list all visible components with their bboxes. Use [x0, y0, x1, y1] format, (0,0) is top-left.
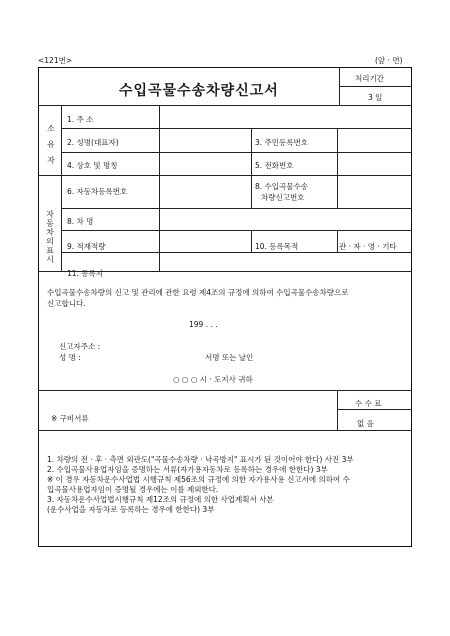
resident-no-label: 3. 주민등록번호: [255, 138, 309, 147]
form-title: 수입곡물수송차량신고서: [119, 83, 279, 99]
address-label: 1. 주 소: [67, 115, 94, 124]
divider: [251, 175, 252, 208]
name-field[interactable]: [160, 129, 250, 151]
divider: [337, 230, 338, 252]
vehicle-reg-no-field[interactable]: [160, 176, 250, 207]
reporter-name-label: 성 명 :: [59, 353, 81, 362]
report-no-label-line1: 8. 수입곡물수송: [255, 182, 309, 191]
vehicle-name-field[interactable]: [160, 209, 410, 229]
garage-label: 11. 등록지: [67, 269, 104, 278]
doc-item: 입곡물사용업자임이 증명될 경우에는 이를 제외한다.: [47, 485, 219, 494]
report-no-label-line2: 차량신고번호: [261, 193, 305, 202]
capacity-field[interactable]: [160, 231, 250, 251]
business-name-label: 4. 상호 및 명칭: [67, 161, 118, 170]
divider: [339, 86, 411, 87]
address-field[interactable]: [160, 106, 410, 127]
signature-label: 서명 또는 날인: [205, 353, 254, 362]
page-side: (앞 · 면): [375, 56, 403, 65]
doc-item: 3. 자동차운수사업법시행규칙 제12조의 규정에 의한 사업계획서 사본: [47, 495, 274, 504]
purpose-label: 10. 등록목적: [255, 242, 299, 251]
garage-field[interactable]: [160, 253, 410, 270]
divider: [39, 271, 411, 272]
vehicle-name-label: 8. 차 명: [67, 217, 94, 226]
phone-label: 5. 전화번호: [255, 161, 294, 170]
divider: [39, 390, 411, 391]
divider: [337, 390, 338, 430]
processing-period-label: 처리기간: [355, 74, 384, 83]
doc-item: (운수사업을 자동차로 등록하는 경우에 한한다) 3부: [47, 505, 215, 514]
purpose-options[interactable]: 관 · 자 · 영 · 기타: [339, 242, 397, 251]
report-date: 199 . . .: [189, 320, 218, 329]
processing-period-value: 3 일: [368, 93, 383, 102]
doc-item: 1. 차량의 전 · 후 · 측면 외관도("곡물수송차량 · 낙곡방지" 표시가 된 것이어야 한다) 사진 3부: [47, 455, 354, 464]
report-form: [38, 67, 412, 547]
resident-no-field[interactable]: [338, 129, 410, 151]
doc-item: 2. 수입곡물사용업자임을 증명하는 서류(자가용자동차로 등록하는 경우에 한한다) 3부: [47, 465, 328, 474]
capacity-label: 9. 적재적량: [67, 242, 106, 251]
divider: [61, 105, 62, 271]
fee-label: 수 수 료: [355, 399, 382, 408]
doc-item: ※ 이 경우 자동차운수사업법 시행규칙 제56조의 규정에 의한 자가용사용 신고서에 의하여 수: [47, 475, 350, 484]
vehicle-group-label: 자 동 차 의 표 시: [46, 210, 54, 264]
reporter-address-label: 신고자주소 :: [59, 342, 101, 351]
vehicle-reg-no-label: 6. 자동차등록번호: [67, 187, 128, 196]
statement-line2: 신고합니다.: [47, 299, 86, 308]
report-no-field[interactable]: [338, 176, 410, 207]
owner-group-label: 소 유 자: [47, 124, 55, 165]
form-number: <121번>: [38, 56, 73, 65]
name-label: 2. 성명(대표자): [67, 138, 119, 147]
addressee: ○ ○ ○ 시 · 도지사 귀하: [173, 375, 253, 384]
statement-line1: 수입곡물수송차량의 신고 및 관리에 관한 요령 제4조의 규정에 의하여 수입곡물수송차량으로: [47, 288, 349, 297]
divider: [251, 230, 252, 252]
divider: [337, 409, 411, 410]
fee-value: 없 음: [357, 419, 374, 428]
phone-field[interactable]: [338, 153, 410, 174]
divider: [39, 430, 411, 431]
business-name-field[interactable]: [160, 153, 250, 174]
required-docs-label: ※ 구비서류: [51, 414, 89, 423]
